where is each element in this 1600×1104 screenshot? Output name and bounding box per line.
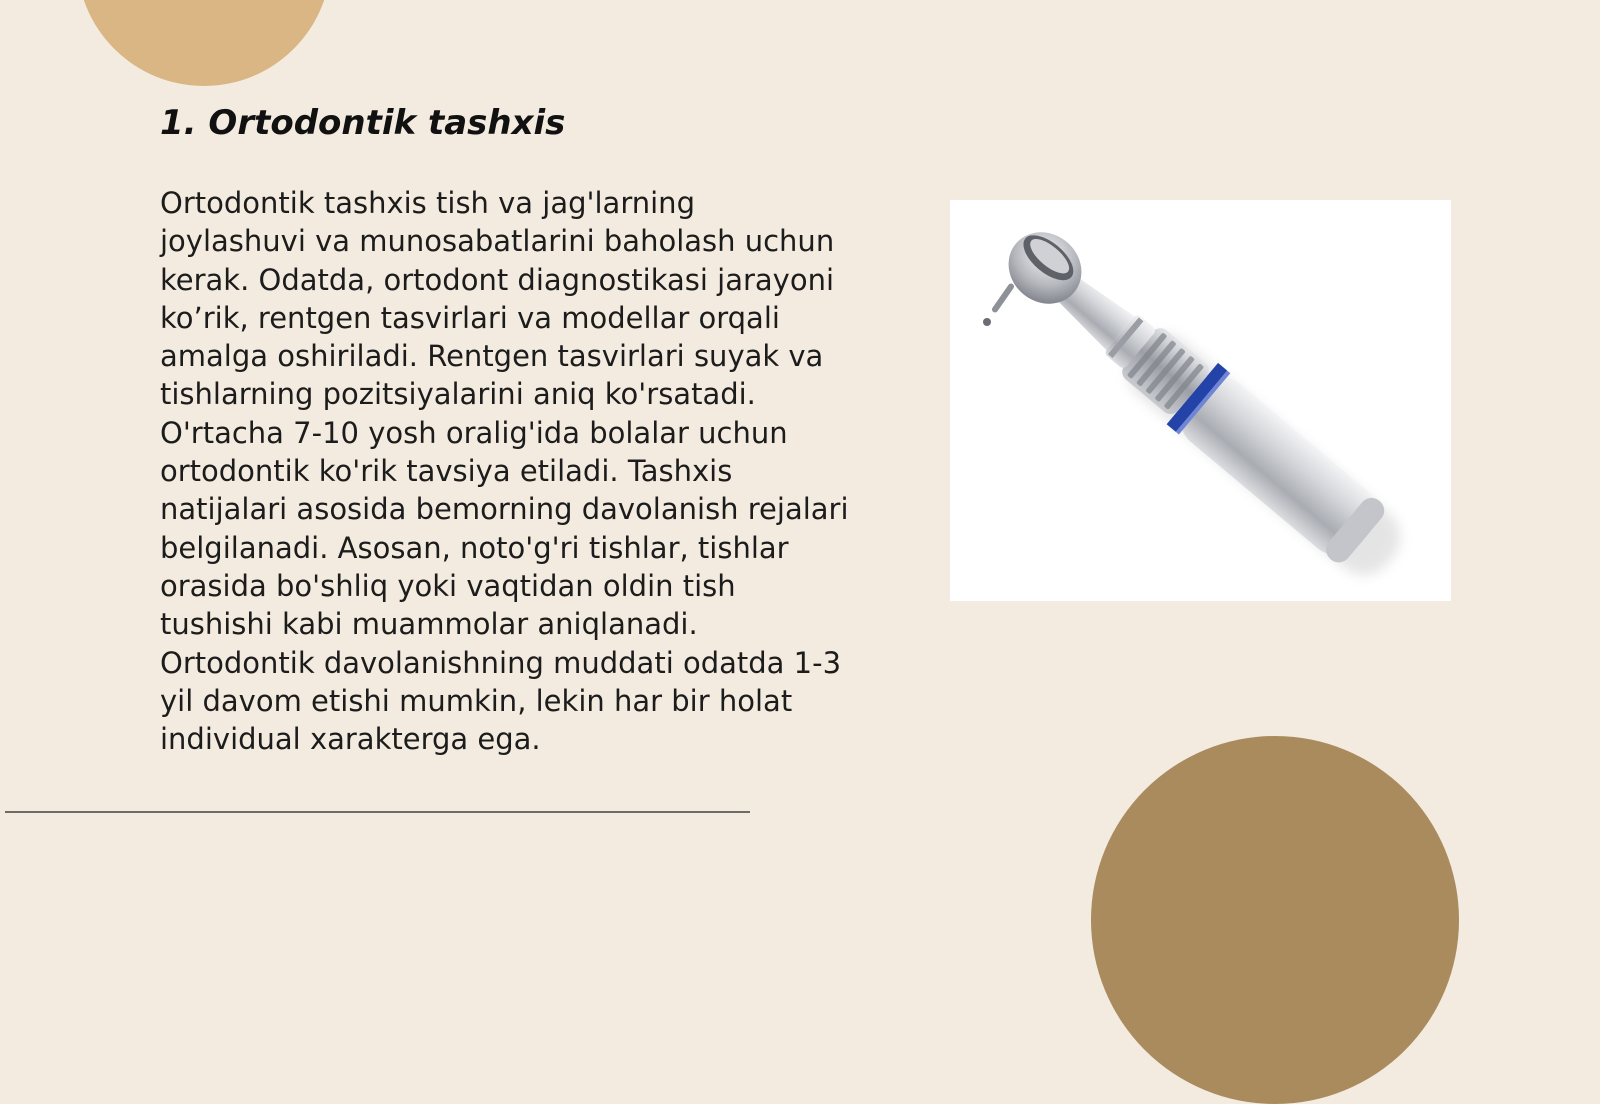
dental-handpiece-image xyxy=(950,200,1451,601)
dental-handpiece-icon xyxy=(950,200,1451,601)
decorative-circle-top xyxy=(77,0,331,86)
slide-body-text: Ortodontik tashxis tish va jag'larning joylashuvi va munosabatlarini baholash uchun kerak. Odatda, ortodont diagnostikasi jarayoni ko’rik, rentgen tasvirlari va modellar orqali amalga oshiriladi. Rentgen tasvirlari suyak va tishlarning pozitsiyalarini aniq ko'rsatadi. O'rtacha 7-10 yosh oralig'ida bolalar uchun ortodontik ko'rik tavsiya etiladi. Tashxis natijalari asosida bemorning davolanish rejalari belgilanadi. Asosan, noto'g'ri tishlar, tishlar orasida bo'shliq yoki vaqtidan oldin tish tushishi kabi muammolar aniqlanadi. Ortodontik davolanishning muddati odatda 1-3 yil davom etishi mumkin, lekin har bir holat individual xarakterga ega. xyxy=(160,186,849,757)
divider-line xyxy=(5,811,750,813)
slide-title: 1. Ortodontik tashxis xyxy=(160,103,566,143)
decorative-circle-bottom xyxy=(1091,736,1459,1104)
